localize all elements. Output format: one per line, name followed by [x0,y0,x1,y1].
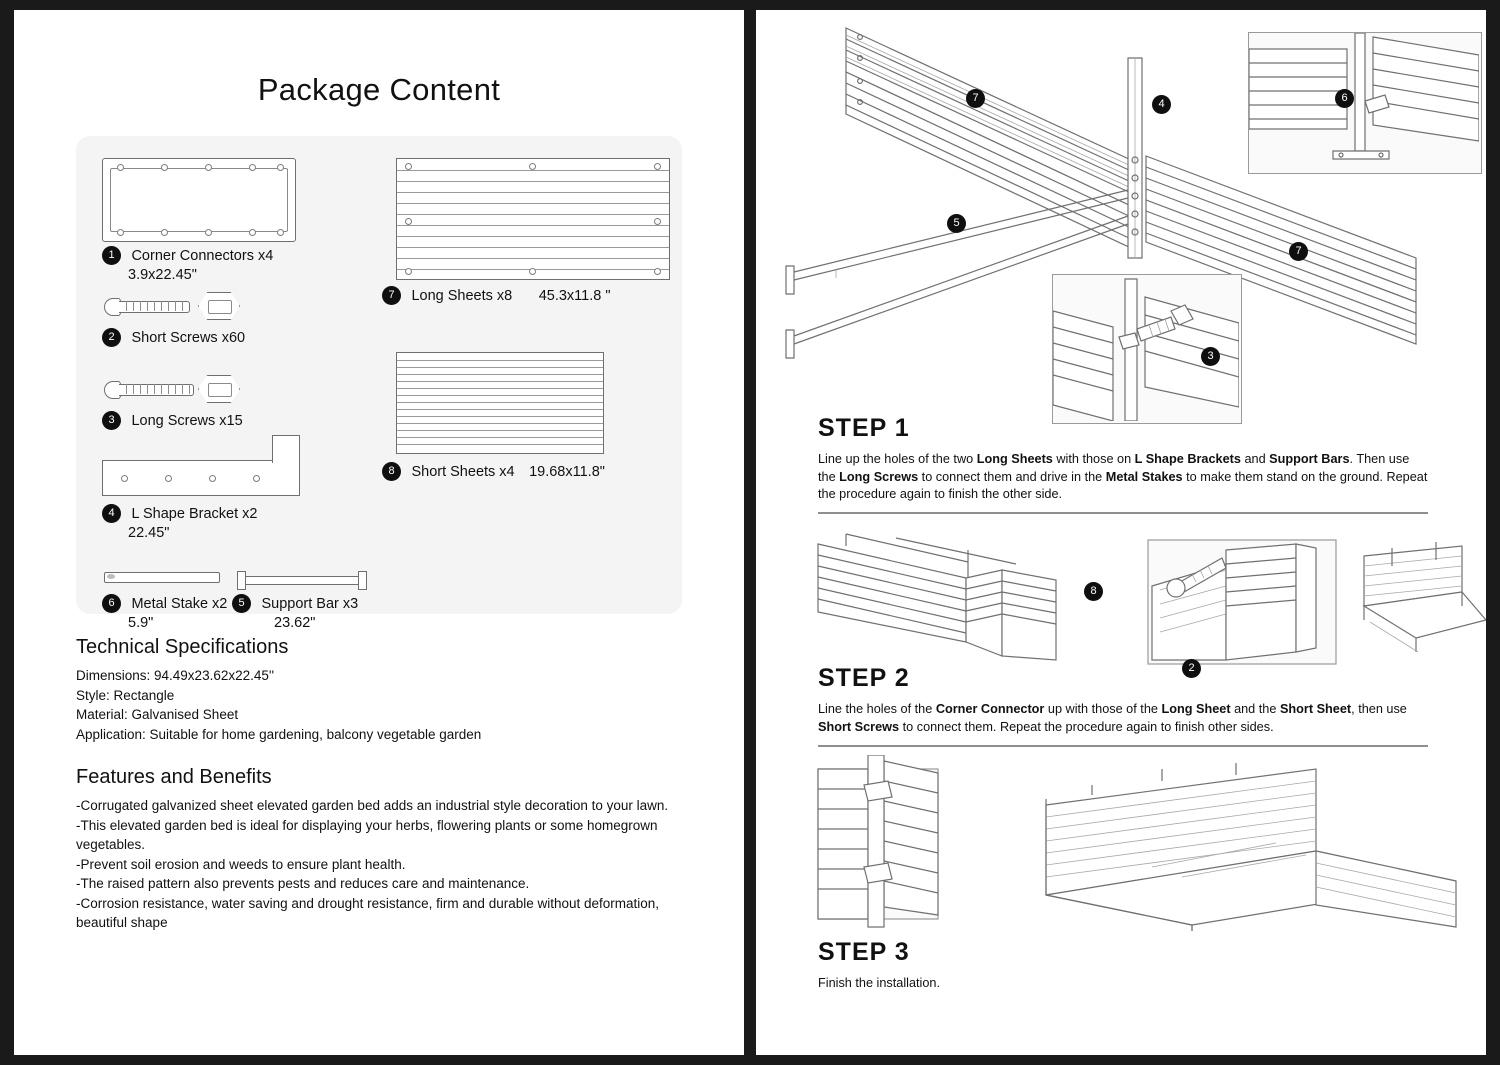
package-content-header [14,10,744,108]
part-4-label: L Shape Bracket x2 [131,505,258,522]
technical-specifications [76,636,682,744]
long-sheet-drawing [396,158,670,280]
part-3-badge: 3 [102,411,121,430]
page-frame-left [0,0,14,1065]
part-5-dims: 23.62" [274,615,316,631]
emphasized-term: Support Bars [1269,452,1350,466]
text-run: and the [1230,702,1280,716]
text-run: to connect them and drive in the [918,469,1106,484]
long-screw-nut-drawing [198,375,240,403]
feature-line: -Prevent soil erosion and weeds to ensure plant health. [76,856,406,872]
step-3-block [818,938,1428,993]
part-8-label: Short Sheets x4 [411,463,515,480]
part-8-badge: 8 [382,462,401,481]
emphasized-term: Long Screws [839,469,919,484]
step-3-assembly-drawing [756,755,1486,935]
tech-spec-line: Material: Galvanised Sheet [76,707,239,722]
step-2-diagram [756,520,1486,680]
text-run: Finish the installation. [818,976,941,990]
callout-3: 3 [1201,347,1220,366]
l-shape-bracket-drawing [102,460,300,496]
text-run: up with those of the [1044,702,1162,716]
long-screw-drawing [104,381,194,397]
tech-spec-line: Dimensions: 94.49x23.62x22.45'' [76,668,275,683]
step-3-diagram [756,755,1486,925]
page-center-divider [744,0,756,1065]
step-1-screw-detail [1052,274,1242,424]
page-frame-right [1486,0,1500,1065]
part-1-badge: 1 [102,246,121,265]
step-divider-2 [818,745,1428,747]
emphasized-term: Short Screws [818,719,900,734]
step-1-block [818,414,1428,504]
short-sheet-drawing [396,352,604,454]
short-screw-drawing [104,298,190,314]
left-page [14,10,744,1055]
step-3-title: STEP 3 [818,938,910,966]
part-7-badge: 7 [382,286,401,305]
part-7-label: Long Sheets x8 [411,287,513,304]
part-1-label: Corner Connectors x4 [131,247,274,264]
emphasized-term: Long Sheet [1161,702,1231,716]
part-5-badge: 5 [232,594,251,613]
part-4-badge: 4 [102,504,121,523]
metal-stake-drawing [104,572,220,583]
part-4-dims: 22.45" [128,525,170,541]
short-screw-nut-drawing [198,292,240,320]
step-1-title: STEP 1 [818,414,910,442]
parts-panel [76,136,682,631]
text-run: with those on [1052,452,1135,466]
features-and-benefits [76,766,682,933]
part-5-caption [232,594,358,631]
callout-7: 7 [966,89,985,108]
part-2-caption [102,328,245,347]
support-bar-drawing [238,576,366,585]
step-2-assembly-drawing [756,520,1486,680]
callout-6: 6 [1335,89,1354,108]
corner-connector-drawing [102,158,296,242]
feature-line: -This elevated garden bed is ideal for displaying your herbs, flowering plants or some homegrown vegetables. [76,817,658,852]
part-3-label: Long Screws x15 [131,412,243,429]
part-2-badge: 2 [102,328,121,347]
part-6-caption [102,594,227,631]
features-heading: Features and Benefits [76,766,272,788]
tech-spec-line: Application: Suitable for home gardening, balcony vegetable garden [76,726,482,742]
text-run: . Then use the [818,452,1410,484]
feature-line: -Corrugated galvanized sheet elevated garden bed adds an industrial style decoration to your lawn. [76,798,669,813]
part-2-label: Short Screws x60 [131,329,246,346]
part-5-label: Support Bar x3 [261,595,359,612]
emphasized-term: Short Sheet [1279,702,1352,716]
step-2-block [818,664,1438,736]
part-8-dims: 19.68x11.8" [529,463,605,480]
step-2-text [818,701,1438,736]
text-run: and [1240,452,1270,466]
step-3-text [818,975,1428,993]
emphasized-term: L Shape Brackets [1134,452,1241,466]
part-1-dims: 3.9x22.45" [128,267,197,283]
callout-8: 8 [1084,582,1103,601]
part-6-label: Metal Stake x2 [131,595,228,612]
text-run: to make them stand on the ground. Repeat the procedure again to finish the other side. [818,469,1428,501]
text-run: Line the holes of the [818,702,936,716]
callout-2: 2 [1182,659,1201,678]
part-1-caption [102,246,273,283]
step-1-stake-detail [1248,32,1482,174]
step-divider-1 [818,512,1428,514]
part-8-caption [382,462,605,481]
emphasized-term: Metal Stakes [1105,469,1183,484]
text-run: Line up the holes of the two [818,452,977,466]
part-4-caption [102,504,257,541]
emphasized-term: Long Sheets [976,452,1053,466]
step-2-title: STEP 2 [818,664,910,692]
part-7-caption [382,286,610,305]
emphasized-term: Corner Connector [935,702,1045,716]
right-page [756,10,1486,1055]
part-7-dims: 45.3x11.8 " [538,287,611,304]
feature-line: -The raised pattern also prevents pests and reduces care and maintenance. [76,876,530,891]
page-title: Package Content [257,72,501,107]
tech-spec-line: Style: Rectangle [76,687,175,703]
callout-4: 4 [1152,95,1171,114]
part-6-dims: 5.9" [128,615,154,631]
callout-7-second: 7 [1289,242,1308,261]
tech-spec-heading: Technical Specifications [76,636,289,658]
step-1-text [818,451,1428,504]
callout-5: 5 [947,214,966,233]
step-1-diagram [756,10,1486,420]
feature-line: -Corrosion resistance, water saving and drought resistance, firm and durable without deformation, beautiful shape [76,895,660,930]
part-3-caption [102,411,243,430]
text-run: to connect them. Repeat the procedure again to finish other sides. [899,719,1274,734]
part-6-badge: 6 [102,594,121,613]
text-run: , then use [1351,702,1407,716]
